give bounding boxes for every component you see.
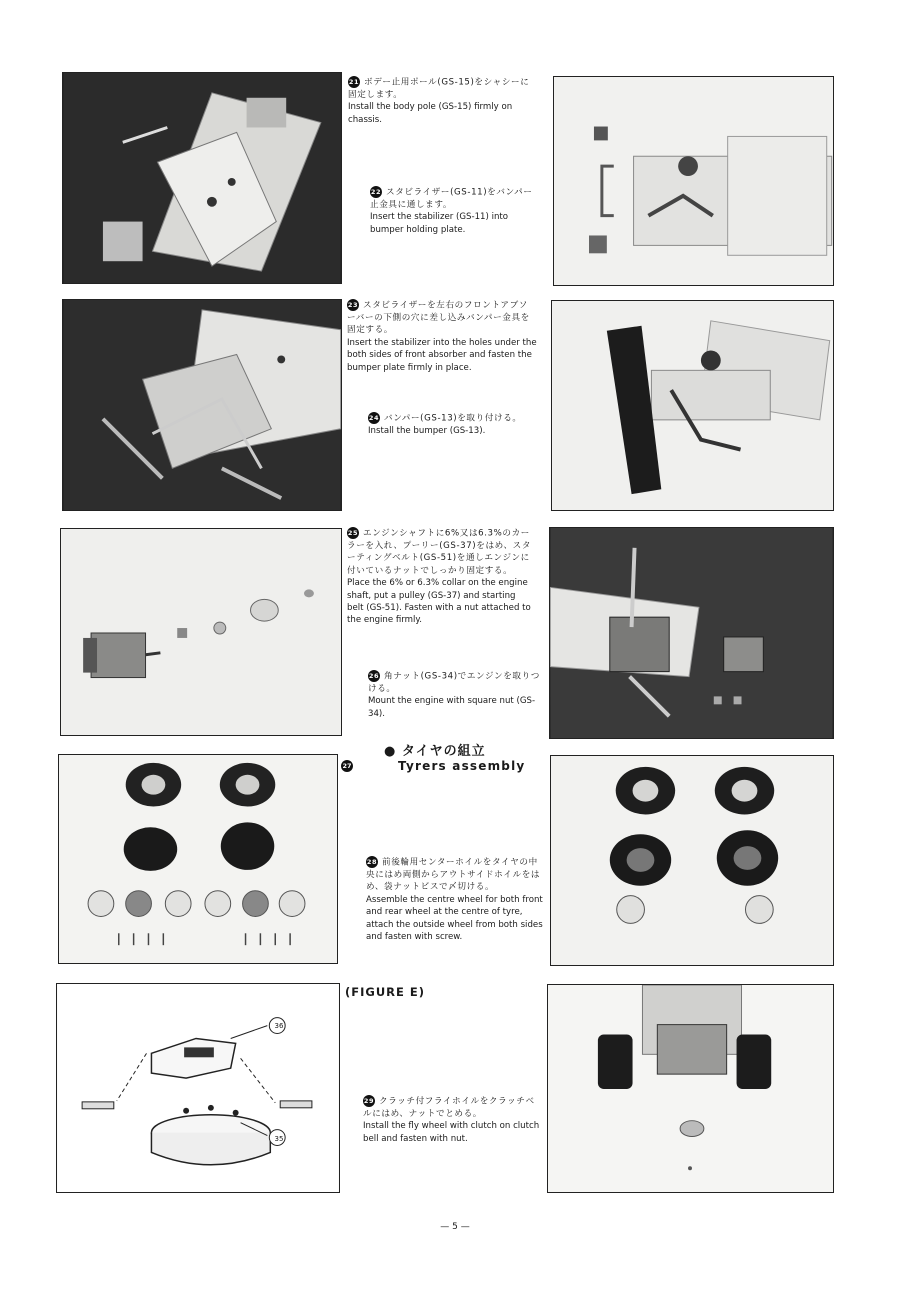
- step-number: 24: [368, 414, 380, 422]
- bumper-illustration: [552, 301, 833, 510]
- photo-bumper-installed: [551, 300, 834, 511]
- photo-engine-parts: [60, 528, 342, 736]
- photo-flywheel-chassis: [547, 984, 834, 1193]
- step-number: 25: [347, 529, 359, 537]
- figure-e-clutch-diagram: [56, 983, 340, 1193]
- step-29-text: [363, 1095, 543, 1145]
- step-number: 22: [370, 188, 382, 196]
- step-number: 26: [368, 672, 380, 680]
- photo-chassis-body-pole: [62, 72, 342, 284]
- clutch-diagram-drawing: [57, 984, 339, 1192]
- tyre-assembly-title-jp: ● タイヤの組立: [384, 744, 486, 759]
- step-number: 23: [347, 301, 359, 309]
- flywheel-chassis-illustration: [548, 985, 833, 1192]
- step-24-en: Install the bumper (GS-13).: [368, 425, 486, 436]
- step-29-en: Install the fly wheel with clutch on clutch bell and fasten with nut.: [363, 1121, 540, 1144]
- step-28-en: Assemble the centre wheel for both front and rear wheel at the centre of tyre, attach the outside wheel from both sides and fasten with screw.: [366, 894, 543, 942]
- absorber-illustration: [63, 300, 341, 510]
- tyres-assembled-illustration: [551, 756, 833, 965]
- step-26-jp: 角ナット(GS-34)でエンジンを取りつける。: [368, 671, 540, 694]
- step-number: 29: [363, 1097, 375, 1105]
- step-27-number: 27: [342, 762, 352, 770]
- photo-front-absorber: [62, 299, 342, 511]
- step-21-jp: ボデー止用ポール(GS-15)をシャシーに固定します。: [348, 77, 530, 100]
- tyres-parts-illustration: [59, 755, 337, 963]
- step-22-text: [370, 186, 540, 236]
- photo-tyres-assembled: [550, 755, 834, 966]
- tyre-assembly-title-en: Tyrers assembly: [398, 759, 526, 773]
- step-25-text: [347, 527, 532, 627]
- step-24-text: [368, 412, 543, 437]
- step-26-text: [368, 670, 548, 720]
- chassis-illustration: [63, 73, 341, 283]
- step-29-jp: クラッチ付フライホイルをクラッチベルにはめ、ナットでとめる。: [363, 1096, 535, 1119]
- engine-mount-illustration: [550, 528, 833, 738]
- step-22-en: Insert the stabilizer (GS-11) into bumper holding plate.: [370, 212, 509, 235]
- engine-parts-illustration: [61, 529, 341, 735]
- step-25-en: Place the 6% or 6.3% collar on the engine shaft, put a pulley (GS-37) and starting belt (GS-51). Fasten with a nut attached to the engine firmly.: [347, 578, 531, 626]
- stabilizer-illustration: [554, 77, 833, 285]
- step-24-jp: バンパー(GS-13)を取り付ける。: [384, 413, 522, 424]
- step-23-text: [347, 299, 537, 374]
- callout-36: 36: [274, 1022, 284, 1030]
- step-21-en: Install the body pole (GS-15) firmly on chassis.: [348, 102, 513, 125]
- step-28-text: [366, 856, 546, 943]
- photo-tyres-parts: [58, 754, 338, 964]
- callout-35: 35: [274, 1135, 284, 1143]
- step-number: 28: [366, 858, 378, 866]
- step-23-en: Insert the stabilizer into the holes under the both sides of front absorber and fasten the bumper plate firmly in place.: [347, 337, 537, 373]
- figure-e-label: (FIGURE E): [345, 985, 425, 999]
- step-25-jp: エンジンシャフトに6%又は6.3%のカーラーを入れ、プーリー(GS-37)をはめ、スターティングベルト(GS-51)を通しエンジンに付いているナットでしっかり固定する。: [347, 528, 532, 576]
- step-22-jp: スタビライザー(GS-11)をバンパー止金具に通します。: [370, 187, 533, 210]
- step-26-en: Mount the engine with square nut (GS-34).: [368, 696, 536, 719]
- page-number: — 5 —: [440, 1222, 470, 1232]
- step-number: 21: [348, 78, 360, 86]
- photo-engine-mount: [549, 527, 834, 739]
- photo-stabilizer-insert: [553, 76, 834, 286]
- step-21-text: [348, 76, 533, 126]
- step-23-jp: スタビライザーを左右のフロントアブソーバーの下側の穴に差し込みバンパー金具を固定する。: [347, 300, 530, 336]
- step-28-jp: 前後輪用センターホイルをタイヤの中央にはめ両側からアウトサイドホイルをはめ、袋ナットビスで〆切ける。: [366, 857, 541, 893]
